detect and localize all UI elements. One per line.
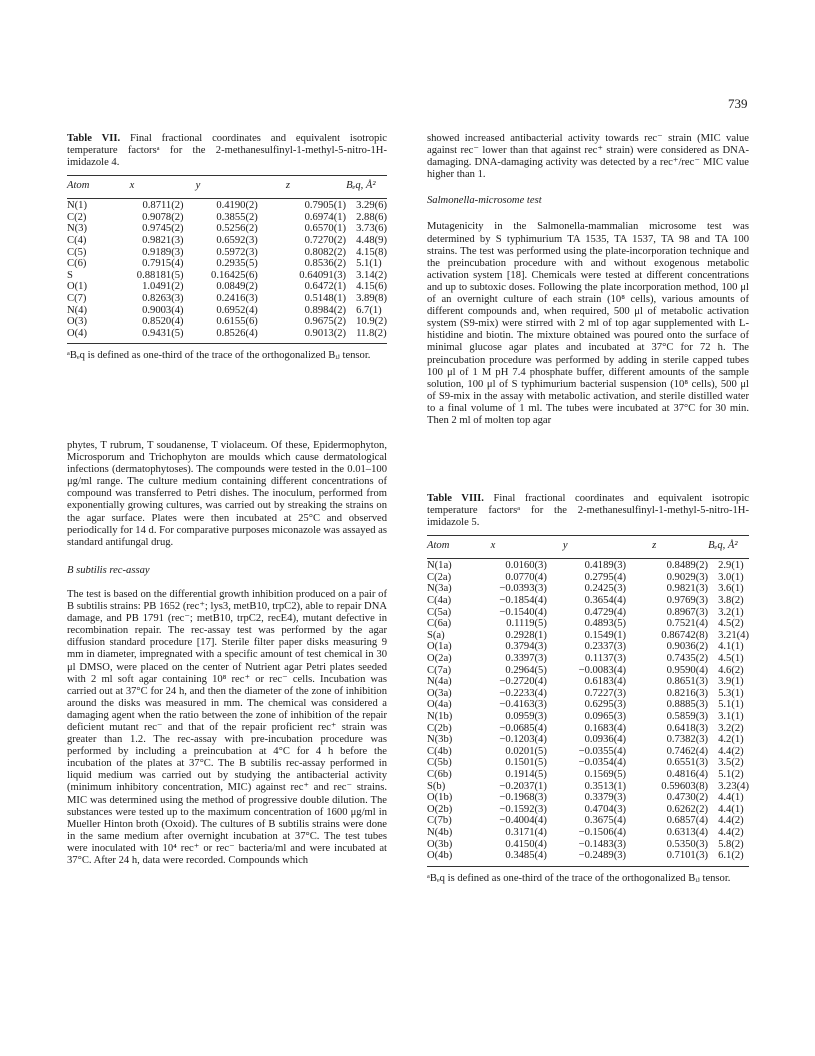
table-row xyxy=(427,792,749,804)
cell-atom: O(4b) xyxy=(427,850,453,862)
cell-y: 0.1569(5) xyxy=(584,768,627,780)
table7 xyxy=(67,176,387,339)
table-row xyxy=(67,305,387,317)
cell-atom: S xyxy=(67,269,73,281)
table7-header-y: y xyxy=(195,180,201,192)
table-row xyxy=(427,746,749,758)
table8-footnote: ᵃBₑq is defined as one-third of the trace of the orthogonalized Bᵢⱼ tensor. xyxy=(427,872,731,884)
cell-x: 0.0959(3) xyxy=(505,711,547,722)
cell-atom: C(2a) xyxy=(427,571,452,583)
cell-y: 0.4189(3) xyxy=(584,560,627,572)
cell-atom: C(4a) xyxy=(427,595,452,607)
cell-z: 0.4730(2) xyxy=(666,792,709,804)
table-row xyxy=(67,247,387,259)
cell-beq: 3.89(8) xyxy=(356,293,387,305)
cell-x: −0.4004(4) xyxy=(499,815,547,827)
cell-z: 0.64091(3) xyxy=(299,269,347,281)
cell-atom: C(6b) xyxy=(427,768,452,780)
cell-atom: O(2a) xyxy=(427,653,452,665)
cell-y: 0.3675(4) xyxy=(584,815,627,827)
cell-y: 0.6592(3) xyxy=(216,235,258,247)
cell-y: 0.4729(4) xyxy=(584,606,627,618)
table-row xyxy=(67,281,387,293)
cell-x: 0.0770(4) xyxy=(505,571,547,583)
table-row xyxy=(427,723,749,735)
cell-x: 0.9431(5) xyxy=(142,327,184,339)
cell-atom: O(3a) xyxy=(427,687,452,699)
cell-z: 0.6551(3) xyxy=(666,757,709,769)
cell-x: 0.7915(4) xyxy=(142,258,184,270)
cell-z: 0.4816(4) xyxy=(666,768,709,780)
cell-z: 0.9675(2) xyxy=(304,316,347,328)
cell-y: 0.3855(2) xyxy=(216,211,258,223)
cell-z: 0.6418(3) xyxy=(666,722,709,734)
left-body-text xyxy=(67,440,387,867)
cell-z: 0.7382(3) xyxy=(666,734,709,746)
cell-z: 0.6472(1) xyxy=(304,281,347,293)
cell-beq: 4.1(1) xyxy=(718,641,744,653)
cell-y: 0.4704(3) xyxy=(584,803,627,815)
cell-x: 0.0201(5) xyxy=(505,745,547,757)
cell-x: 0.3794(3) xyxy=(505,641,547,653)
table7-caption xyxy=(67,133,387,169)
cell-beq: 3.29(6) xyxy=(356,200,387,212)
cell-atom: N(4a) xyxy=(427,676,452,688)
cell-x: −0.1968(3) xyxy=(499,792,547,804)
cell-x: 0.9003(4) xyxy=(142,304,184,316)
cell-x: 0.2928(1) xyxy=(505,629,547,641)
table-row xyxy=(67,316,387,328)
table-row xyxy=(67,200,387,212)
table8-caption-text: Final fractional coordinates and equivalent isotropic temperature factorsᵃ for the 2-methanesulfinyl-1-methyl-5-nitro-1H-imidazole 5. xyxy=(427,493,749,529)
cell-beq: 4.15(8) xyxy=(356,246,387,258)
cell-y: −0.0354(4) xyxy=(578,757,627,769)
cell-z: 0.8967(3) xyxy=(666,606,709,618)
cell-x: −0.2233(4) xyxy=(499,687,547,699)
cell-x: 0.9745(2) xyxy=(142,223,184,235)
cell-atom: O(4a) xyxy=(427,699,452,711)
cell-atom: N(4b) xyxy=(427,826,453,838)
cell-beq: 5.3(1) xyxy=(718,687,744,699)
cell-y: 0.0936(4) xyxy=(584,734,627,746)
cell-x: −0.1540(4) xyxy=(499,606,547,618)
table8-header-z: z xyxy=(652,540,657,552)
table7-header-rule xyxy=(67,198,387,199)
cell-y: −0.1483(3) xyxy=(578,838,627,850)
cell-y: 0.3513(1) xyxy=(584,780,627,792)
cell-atom: S(a) xyxy=(427,629,445,641)
cell-z: 0.8489(2) xyxy=(666,560,709,572)
cell-z: 0.6857(4) xyxy=(666,815,709,827)
cell-atom: O(3b) xyxy=(427,838,453,850)
cell-y: 0.1549(1) xyxy=(584,629,627,641)
cell-beq: 4.5(2) xyxy=(718,618,744,630)
table-row xyxy=(427,618,749,630)
cell-beq: 4.6(2) xyxy=(718,664,744,676)
cell-z: 0.8536(2) xyxy=(304,258,347,270)
cell-atom: C(7a) xyxy=(427,664,452,676)
cell-y: 0.2337(3) xyxy=(584,641,627,653)
cell-atom: O(3) xyxy=(67,316,88,328)
cell-x: −0.2037(1) xyxy=(499,780,547,792)
table-row xyxy=(427,769,749,781)
cell-y: 0.2425(3) xyxy=(584,583,627,595)
rec-assay-heading: B subtilis rec-assay xyxy=(67,564,150,576)
table-row xyxy=(67,235,387,247)
table8-header-atom: Atom xyxy=(427,540,450,552)
cell-atom: C(5b) xyxy=(427,757,452,769)
cell-z: 0.6974(1) xyxy=(304,211,347,223)
cell-x: −0.0685(4) xyxy=(499,722,547,734)
cell-beq: 3.2(1) xyxy=(718,606,744,618)
cell-z: 0.59603(8) xyxy=(661,780,709,792)
table-row xyxy=(67,270,387,282)
table8-bottom-rule xyxy=(427,866,749,867)
cell-z: 0.9821(3) xyxy=(666,583,709,595)
table-row xyxy=(427,804,749,816)
right-paragraph-1: showed increased antibacterial activity towards rec⁻ strain (MIC value against rec⁻ lower than that against rec⁺ strain) were considered as DNA-damaging. DNA-damaging activity was detected by a rec⁺/rec⁻ MIC value higher than 1. xyxy=(427,133,749,181)
cell-z: 0.5350(3) xyxy=(666,838,709,850)
cell-x: 0.9189(3) xyxy=(142,246,184,258)
table-row xyxy=(427,665,749,677)
table8 xyxy=(427,536,749,861)
cell-x: 0.8520(4) xyxy=(142,316,184,328)
table-row xyxy=(427,560,749,572)
cell-atom: O(1) xyxy=(67,281,88,293)
cell-y: 0.8526(4) xyxy=(216,327,258,339)
table-row xyxy=(67,258,387,270)
cell-y: 0.2795(4) xyxy=(584,571,627,583)
table7-bottom-rule xyxy=(67,343,387,344)
cell-beq: 4.15(6) xyxy=(356,281,387,293)
cell-atom: C(7) xyxy=(67,293,87,305)
cell-beq: 3.1(1) xyxy=(718,711,744,722)
table8-block xyxy=(427,493,749,885)
cell-atom: O(2b) xyxy=(427,803,453,815)
cell-y: 0.7227(3) xyxy=(584,687,627,699)
cell-y: 0.3654(4) xyxy=(584,595,627,607)
cell-beq: 3.6(1) xyxy=(718,583,744,595)
cell-y: 0.0965(3) xyxy=(584,711,627,722)
cell-atom: N(3a) xyxy=(427,583,452,595)
table8-header-rule xyxy=(427,558,749,559)
table-row xyxy=(427,595,749,607)
cell-y: 0.1137(3) xyxy=(584,653,627,665)
cell-z: 0.8984(2) xyxy=(304,304,347,316)
cell-atom: C(4) xyxy=(67,235,87,247)
cell-x: −0.4163(3) xyxy=(499,699,547,711)
cell-atom: N(1) xyxy=(67,200,88,212)
cell-y: 0.6155(6) xyxy=(216,316,258,328)
cell-atom: N(3) xyxy=(67,223,88,235)
table7-block xyxy=(67,133,387,363)
cell-y: −0.0355(4) xyxy=(578,745,627,757)
table-row xyxy=(427,757,749,769)
cell-x: 0.2964(5) xyxy=(505,664,547,676)
cell-x: 0.1119(5) xyxy=(506,618,547,630)
cell-y: 0.6183(4) xyxy=(584,676,627,688)
cell-x: 0.0160(3) xyxy=(505,560,547,572)
salmonella-heading: Salmonella-microsome test xyxy=(427,195,542,207)
cell-x: −0.1203(4) xyxy=(499,734,547,746)
cell-z: 0.8082(2) xyxy=(304,246,347,258)
cell-beq: 4.4(1) xyxy=(718,792,744,804)
cell-x: 0.8711(2) xyxy=(142,200,184,212)
cell-x: 1.0491(2) xyxy=(142,281,184,293)
cell-z: 0.86742(8) xyxy=(661,629,709,641)
cell-atom: C(4b) xyxy=(427,745,452,757)
table8-label: Table VIII. xyxy=(427,493,484,504)
cell-z: 0.6313(4) xyxy=(666,826,709,838)
table8-header-x: x xyxy=(490,540,496,552)
cell-beq: 3.2(2) xyxy=(718,722,744,734)
table8-header-row xyxy=(427,536,749,556)
cell-z: 0.6262(2) xyxy=(666,803,709,815)
cell-beq: 2.9(1) xyxy=(718,560,744,572)
cell-z: 0.6570(1) xyxy=(304,223,347,235)
cell-z: 0.7905(1) xyxy=(304,200,347,212)
cell-beq: 5.8(2) xyxy=(718,838,744,850)
table-row xyxy=(427,676,749,688)
cell-atom: O(1b) xyxy=(427,792,453,804)
cell-z: 0.9029(3) xyxy=(666,571,709,583)
cell-y: −0.2489(3) xyxy=(578,850,627,862)
cell-z: 0.7101(3) xyxy=(666,850,709,862)
cell-beq: 3.73(6) xyxy=(356,223,387,235)
cell-beq: 4.4(2) xyxy=(718,826,744,838)
cell-beq: 3.9(1) xyxy=(718,676,744,688)
table7-header-row xyxy=(67,176,387,196)
cell-beq: 3.21(4) xyxy=(718,629,749,641)
cell-x: 0.3397(3) xyxy=(505,653,547,665)
right-paragraph-2: Mutagenicity in the Salmonella-mammalian microsome test was determined by S typhimurium TA 1535, TA 1537, TA 98 and TA 100 strains. The test was performed using the plate-incorporation technique and the preincubation procedure with and without exogenous metabolic activation system [18]. Chemicals were tested at different concentrations and up to subtoxic doses. Following the plate incorporation method, 100 μl of an overnight culture of each strain (10⁸ cells), various amounts of different compounds and, when required, 500 μl of metabolic activation system (S9-mix) were stirred with 2 ml of top agar supplemented with L-histidine and biotin. The mixture obtained was poured onto the surface of minimal glucose agar plates and incubated at 37°C for 72 h. The preincubation procedure was performed by adding in sterile capped tubes 100 μl of 1 M pH 7.4 phosphate buffer, different amounts of the sample solution, 100 μl of S typhimurium bacterial suspension (10⁸ cells), 500 μl of S9-mix in the assay with metabolic activation, and sterile distilled water to a final volume of 1 ml. The tubes were incubated at 37°C for 30 min. Then 2 ml of molten top agar xyxy=(427,221,749,426)
cell-beq: 5.1(2) xyxy=(718,768,744,780)
cell-y: 0.2416(3) xyxy=(216,293,258,305)
cell-atom: S(b) xyxy=(427,780,446,792)
cell-z: 0.5859(3) xyxy=(666,711,709,722)
left-paragraph-2: The test is based on the differential growth inhibition produced on a pair of B subtilis strains: PB 1652 (rec⁺; lys3, metB10, trpC2), able to repair DNA damage, and PB 1791 (rec⁻; metB10, trpC2, recE4), mutant defective in recombination repair. The rec-assay test was performed by the agar diffusion standard procedure [17]. Sterile filter paper disks measuring 9 mm in diameter, impregnated with a specific amount of test chemical in 30 μl DMSO, were placed on the center of Nutrient agar Petri plates seeded with 2 ml soft agar containing 10⁸ rec⁺ or rec⁻ cells. Incubation was carried out at 37°C for 24 h, and then the diameter of the zone of inhibition around the disks was measured in mm. The chemical was considered a damaging agent when the ratio between the zone of inhibition of the repair deficient mutant rec⁻ and that of the repair proficient rec⁺ strain was greater than 1.2. The rec-assay with pre-incubation procedure was performed by including a preincubation at 4°C for 4 h before the incubation of the plates at 37°C. The B subtilis rec-assay performed in liquid medium was carried out by studying the antibacterial activity (minimum inhibitory concentration, MIC) against rec⁺ and rec⁻ strains. MIC was determined using the method of progressive double dilution. The substances were tested up to the maximum concentration of 1600 μg/ml in Mueller Hinton broth (Oxoid). The cultures of B subtilis strains were done in the same medium after overnight incubation at 37°C. The test tubes were inoculated with 10⁴ rec⁺ or rec⁻ bacteria/ml and were incubated at 37°C. After 24 h, data were recorded. Compounds which xyxy=(67,588,387,866)
cell-atom: C(6) xyxy=(67,258,87,270)
cell-atom: C(5a) xyxy=(427,606,452,618)
cell-z: 0.7270(2) xyxy=(304,235,347,247)
cell-atom: N(1a) xyxy=(427,560,452,572)
cell-x: 0.3171(4) xyxy=(505,826,547,838)
cell-beq: 6.1(2) xyxy=(718,850,744,862)
cell-beq: 6.7(1) xyxy=(356,304,382,316)
cell-beq: 4.4(1) xyxy=(718,803,744,815)
cell-z: 0.7462(4) xyxy=(666,745,709,757)
right-body-text xyxy=(427,133,749,427)
cell-atom: C(6a) xyxy=(427,618,452,630)
cell-z: 0.8885(3) xyxy=(666,699,709,711)
cell-y: 0.16425(6) xyxy=(211,269,258,281)
cell-z: 0.7521(4) xyxy=(666,618,709,630)
cell-atom: N(1b) xyxy=(427,711,453,722)
cell-beq: 4.5(1) xyxy=(718,653,744,665)
table-row xyxy=(67,293,387,305)
cell-x: 0.88181(5) xyxy=(136,269,184,281)
cell-y: −0.0083(4) xyxy=(578,664,627,676)
cell-x: 0.9078(2) xyxy=(142,211,184,223)
cell-atom: N(4) xyxy=(67,304,88,316)
cell-x: −0.1854(4) xyxy=(499,595,547,607)
cell-z: 0.7435(2) xyxy=(666,653,709,665)
cell-atom: C(7b) xyxy=(427,815,452,827)
table8-header-y: y xyxy=(562,540,568,552)
table-row xyxy=(427,815,749,827)
table7-header-atom: Atom xyxy=(67,180,90,192)
cell-beq: 3.8(2) xyxy=(718,595,744,607)
table8-header-beq: Bₑq, Å² xyxy=(708,540,738,552)
cell-z: 0.9013(2) xyxy=(304,327,347,339)
table7-footnote: ᵃBₑq is defined as one-third of the trace of the orthogonalized Bᵢⱼ tensor. xyxy=(67,350,371,362)
table-row xyxy=(427,850,749,862)
table-row xyxy=(427,641,749,653)
table-row xyxy=(427,711,749,723)
table-row xyxy=(427,607,749,619)
cell-beq: 3.5(2) xyxy=(718,757,744,769)
cell-beq: 3.14(2) xyxy=(356,269,387,281)
table7-header-x: x xyxy=(129,180,135,192)
cell-x: −0.2720(4) xyxy=(499,676,547,688)
cell-beq: 4.4(2) xyxy=(718,815,744,827)
cell-y: 0.1683(4) xyxy=(584,722,627,734)
cell-y: 0.4190(2) xyxy=(216,200,258,212)
table-row xyxy=(427,699,749,711)
table-row xyxy=(427,827,749,839)
table-row xyxy=(427,734,749,746)
cell-beq: 4.4(2) xyxy=(718,745,744,757)
cell-beq: 3.0(1) xyxy=(718,571,744,583)
cell-x: 0.3485(4) xyxy=(505,850,547,862)
cell-beq: 2.88(6) xyxy=(356,211,387,223)
cell-z: 0.5148(1) xyxy=(304,293,347,305)
cell-y: 0.6295(3) xyxy=(584,699,627,711)
cell-beq: 4.2(1) xyxy=(718,734,744,746)
table-row xyxy=(427,630,749,642)
table-row xyxy=(427,572,749,584)
cell-y: −0.1506(4) xyxy=(578,826,627,838)
cell-atom: C(2b) xyxy=(427,722,452,734)
cell-x: 0.4150(4) xyxy=(505,838,547,850)
cell-beq: 10.9(2) xyxy=(356,316,387,328)
table-row xyxy=(427,583,749,595)
table7-header-beq: Bₑq, Å² xyxy=(346,180,376,192)
cell-beq: 4.48(9) xyxy=(356,235,387,247)
table8-caption xyxy=(427,493,749,529)
cell-x: 0.9821(3) xyxy=(142,235,184,247)
cell-z: 0.9769(3) xyxy=(666,595,709,607)
cell-y: 0.6952(4) xyxy=(216,304,258,316)
cell-z: 0.9036(2) xyxy=(666,641,709,653)
cell-atom: O(1a) xyxy=(427,641,452,653)
cell-x: 0.1501(5) xyxy=(505,757,547,769)
table-row xyxy=(427,781,749,793)
page-number: 739 xyxy=(728,96,748,111)
cell-y: 0.2935(5) xyxy=(216,258,258,270)
cell-atom: C(5) xyxy=(67,246,87,258)
table-row xyxy=(67,212,387,224)
cell-z: 0.8651(3) xyxy=(666,676,709,688)
cell-atom: C(2) xyxy=(67,211,87,223)
cell-x: −0.1592(3) xyxy=(499,803,547,815)
left-paragraph-1: phytes, T rubrum, T soudanense, T violaceum. Of these, Epidermophyton, Microsporum and Trichophyton are moulds which cause dermatological infections (dermatophytoses). The compounds were tested in the 0.01–100 μg/ml range. The culture medium containing different concentrations of compound was transferred to Petri dishes. The inoculum, performed from exponentially growing cultures, was carried out by streaking the strains on the agar surface. Plates were then incubated at 25°C and observed periodically for 14 d. For comparative purposes miconazole was assayed as standard antifungal drug. xyxy=(67,440,387,548)
cell-x: 0.8263(3) xyxy=(142,293,184,305)
cell-x: 0.1914(5) xyxy=(505,768,547,780)
cell-atom: N(3b) xyxy=(427,734,453,746)
table-row xyxy=(427,653,749,665)
cell-y: 0.5972(3) xyxy=(216,246,258,258)
cell-y: 0.5256(2) xyxy=(216,223,258,235)
cell-beq: 11.8(2) xyxy=(356,327,387,339)
cell-beq: 5.1(1) xyxy=(356,258,382,270)
cell-beq: 3.23(4) xyxy=(718,780,749,792)
table7-label: Table VII. xyxy=(67,133,121,144)
table-row xyxy=(427,839,749,851)
table7-header-z: z xyxy=(285,180,290,192)
cell-x: −0.0393(3) xyxy=(499,583,547,595)
table-row xyxy=(427,688,749,700)
cell-atom: O(4) xyxy=(67,327,88,339)
cell-z: 0.8216(3) xyxy=(666,687,709,699)
table7-caption-text: Final fractional coordinates and equivalent isotropic temperature factorsᵃ for the 2-methanesulfinyl-1-methyl-5-nitro-1H-imidazole 4. xyxy=(67,133,387,169)
cell-y: 0.3379(3) xyxy=(584,792,627,804)
cell-y: 0.4893(5) xyxy=(584,618,627,630)
cell-beq: 5.1(1) xyxy=(718,699,744,711)
cell-z: 0.9590(4) xyxy=(666,664,709,676)
cell-y: 0.0849(2) xyxy=(216,281,258,293)
table-row xyxy=(67,223,387,235)
table-row xyxy=(67,328,387,340)
